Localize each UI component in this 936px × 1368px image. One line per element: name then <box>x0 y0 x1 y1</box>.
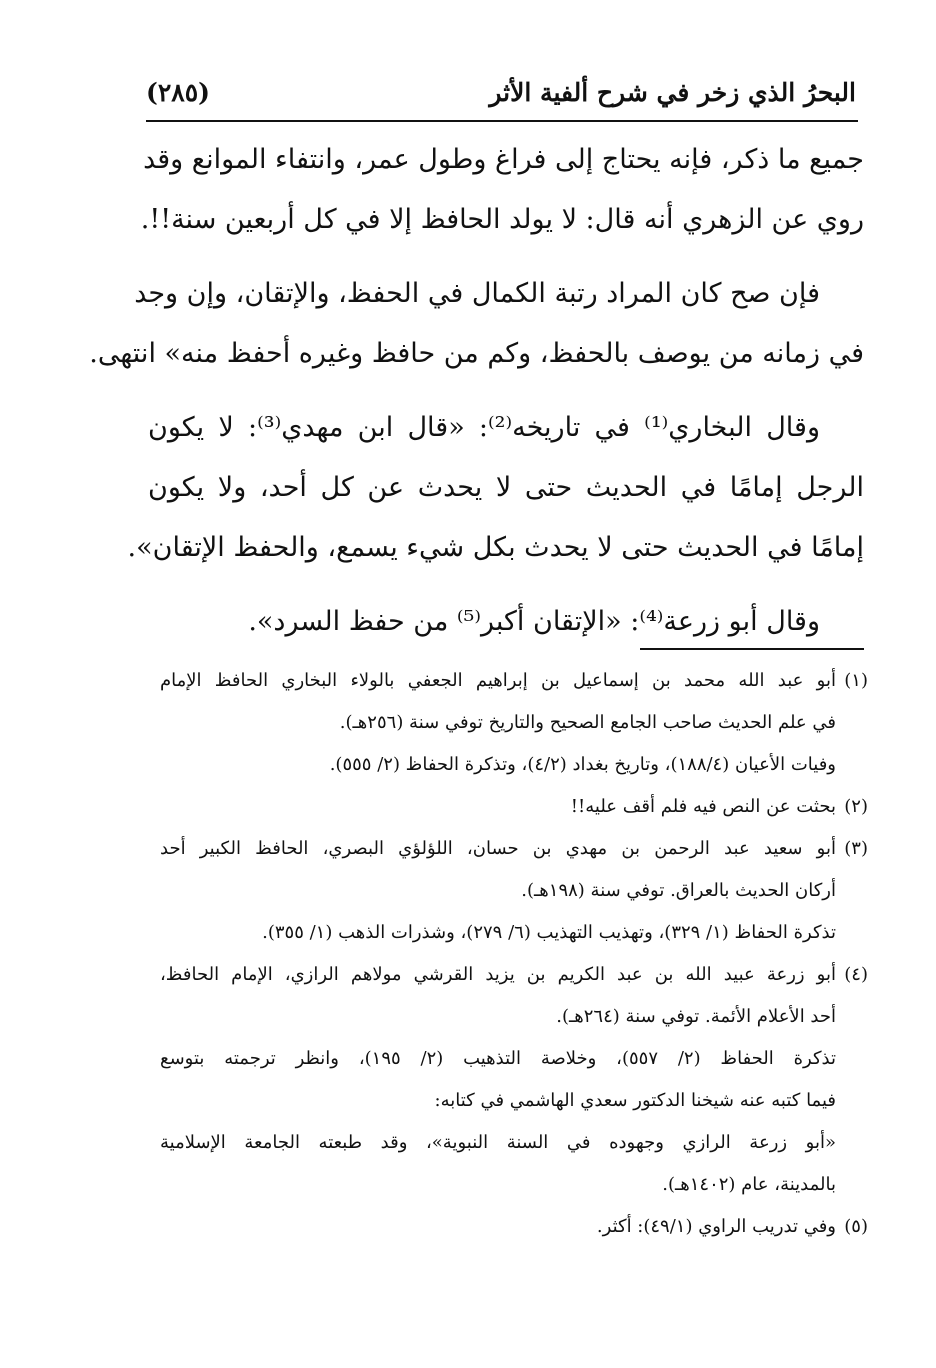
footnote-line: أحد الأعلام الأئمة. توفي سنة (٢٦٤هـ). <box>556 1006 836 1027</box>
footnote-line: (٤)أبو زرعة عبيد الله بن عبد الكريم بن يزيد القرشي مولاهم الرازي، الإمام الحافظ، <box>160 954 868 996</box>
paragraph <box>148 592 864 652</box>
footnote-number: (٥) <box>844 1216 868 1237</box>
header-rule <box>146 120 858 122</box>
text-line: وقال أبو زرعة⁽⁴⁾: «الإتقان أكبر⁽⁵⁾ من حفظ السرد». <box>248 606 820 637</box>
footnote-line: (٢)بحثت عن النص فيه فلم أقف عليه!! <box>160 786 868 828</box>
paragraph <box>89 264 864 384</box>
main-text <box>89 130 864 652</box>
page-header <box>146 74 856 120</box>
text-line: إمامًا في الحديث حتى لا يحدث بكل شيء يسمع، والحفظ الإتقان». <box>127 532 864 563</box>
paragraph <box>127 398 864 578</box>
footnote-line: أركان الحديث بالعراق. توفي سنة (١٩٨هـ). <box>521 880 836 901</box>
footnote-2 <box>160 786 868 828</box>
footnote-5 <box>160 1206 868 1248</box>
footnote-3 <box>160 828 868 954</box>
footnote-line: (١)أبو عبد الله محمد بن إسماعيل بن إبراهيم الجعفي بالولاء البخاري الحافظ الإمام <box>160 660 868 702</box>
footnote-line: تذكرة الحفاظ (١/ ٣٢٩)، وتهذيب التهذيب (٦/ ٢٧٩)، وشذرات الذهب (١/ ٣٥٥). <box>262 922 836 943</box>
footnote-line: فيما كتبه عنه شيخنا الدكتور سعدي الهاشمي في كتابه: <box>434 1090 836 1111</box>
footnote-line: في علم الحديث صاحب الجامع الصحيح والتاريخ توفي سنة (٢٥٦هـ). <box>339 712 836 733</box>
footnote-number: (٣) <box>844 838 868 859</box>
text-line: الرجل إمامًا في الحديث حتى لا يحدث عن كل أحد، ولا يكون <box>148 472 864 503</box>
text-line: روي عن الزهري أنه قال: لا يولد الحافظ إلا في كل أربعين سنة!!. <box>140 204 864 235</box>
text-line: وقال البخاري⁽¹⁾ في تاريخه⁽²⁾: «قال ابن مهدي⁽³⁾: لا يكون <box>148 412 820 443</box>
paragraph <box>140 130 864 250</box>
footnote-line: (٥)وفي تدريب الراوي (٤٩/١): أكثر. <box>160 1206 868 1248</box>
footnote-1 <box>160 660 868 786</box>
footnote-line: «أبو زرعة الرازي وجهوده في السنة النبوية»، وقد طبعته الجامعة الإسلامية <box>160 1132 836 1153</box>
footnote-line: تذكرة الحفاظ (٢/ ٥٥٧)، وخلاصة التذهيب (٢/ ١٩٥)، وانظر ترجمته بتوسع <box>160 1048 836 1069</box>
text-line: في زمانه من يوصف بالحفظ، وكم من حافظ وغيره أحفظ منه» انتهى. <box>89 338 864 369</box>
text-line: فإن صح كان المراد رتبة الكمال في الحفظ، والإتقان، وإن وجد <box>134 278 820 309</box>
footnote-number: (٤) <box>844 964 868 985</box>
footnotes <box>160 660 868 1248</box>
running-title: البحرُ الذي زخر في شرح ألفية الأثر <box>489 78 856 107</box>
footnote-4 <box>160 954 868 1206</box>
footnote-line: (٣)أبو سعيد عبد الرحمن بن مهدي بن حسان، اللؤلؤي البصري، الحافظ الكبير أحد <box>160 828 868 870</box>
footnote-number: (١) <box>844 670 868 691</box>
footnote-separator <box>640 648 864 650</box>
footnote-number: (٢) <box>844 796 868 817</box>
footnote-line: وفيات الأعيان (١٨٨/٤)، وتاريخ بغداد (٤/٢)، وتذكرة الحفاظ (٢/ ٥٥٥). <box>329 754 836 775</box>
footnote-line: بالمدينة، عام (١٤٠٢هـ). <box>662 1174 836 1195</box>
text-line: جميع ما ذكر، فإنه يحتاج إلى فراغ وطول عمر، وانتفاء الموانع وقد <box>143 144 864 175</box>
page-number: (٢٨٥) <box>146 78 210 107</box>
